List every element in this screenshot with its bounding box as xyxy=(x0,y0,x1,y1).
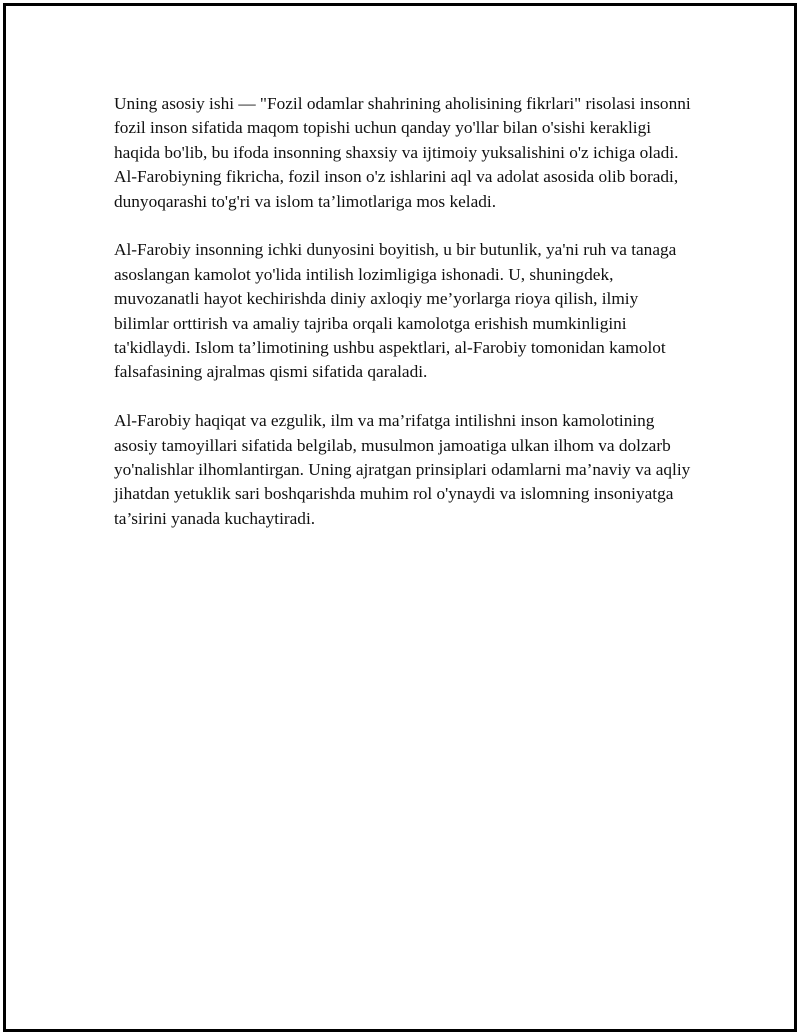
document-body xyxy=(114,92,694,556)
paragraph-1: Uning asosiy ishi — "Fozil odamlar shahrining aholisining fikrlari" risolasi insonni fozil inson sifatida maqom topishi uchun qanday yo'llar bilan o'sishi kerakligi haqida bo'lib, bu ifoda insonning shaxsiy va ijtimoiy yuksalishini o'z ichiga oladi. Al-Farobiyning fikricha, fozil inson o'z ishlarini aql va adolat asosida olib boradi, dunyoqarashi to'g'ri va islom ta’limotlariga mos keladi. xyxy=(114,94,691,211)
paragraph-3: Al-Farobiy haqiqat va ezgulik, ilm va ma’rifatga intilishni inson kamolotining asosiy tamoyillari sifatida belgilab, musulmon jamoatiga ulkan ilhom va dolzarb yo'nalishlar ilhomlantirgan. Uning ajratgan prinsiplari odamlarni ma’naviy va aqliy jihatdan yetuklik sari boshqarishda muhim rol o'ynaydi va islomning insoniyatga ta’sirini yanada kuchaytiradi. xyxy=(114,411,691,528)
paragraph-2: Al-Farobiy insonning ichki dunyosini boyitish, u bir butunlik, ya'ni ruh va tanaga asoslangan kamolot yo'lida intilish lozimligiga ishonadi. U, shuningdek, muvozanatli hayot kechirishda diniy axloqiy me’yorlarga rioya qilish, ilmiy bilimlar orttirish va amaliy tajriba orqali kamolotga erishish mumkinligini ta'kidlaydi. Islom ta’limotining ushbu aspektlari, al-Farobiy tomonidan kamolot falsafasining ajralmas qismi sifatida qaraladi. xyxy=(114,240,677,382)
